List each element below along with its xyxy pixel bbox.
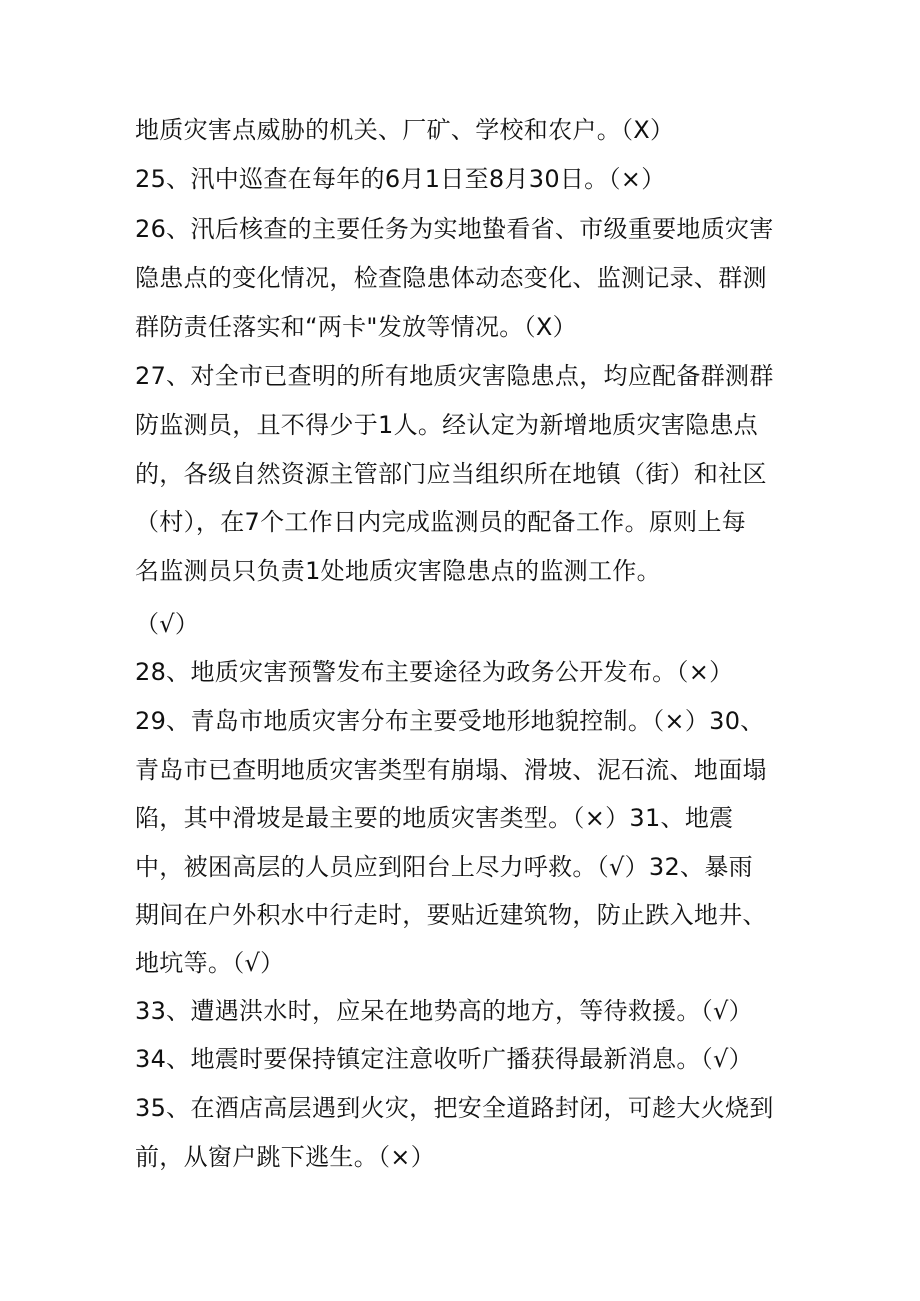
text-line: 地质灾害点威胁的机关、厂矿、学校和农户。（X） — [135, 116, 675, 144]
text-line: 的，各级自然资源主管部门应当组织所在地镇（街）和社区 — [135, 460, 767, 488]
text-line: 26、汛后核查的主要任务为实地蛰看省、市级重要地质灾害 — [135, 215, 774, 243]
text-line: 29、青岛市地质灾害分布主要受地形地貌控制。（×）30、 — [135, 707, 765, 735]
text-line: （√） — [135, 610, 200, 638]
text-line: 地坑等。（√） — [135, 949, 285, 977]
text-line: 27、对全市已查明的所有地质灾害隐患点，均应配备群测群 — [135, 362, 774, 390]
text-line: （村），在7个工作日内完成监测员的配备工作。原则上每 — [135, 508, 747, 536]
text-line: 隐患点的变化情况，检查隐患体动态变化、监测记录、群测 — [135, 264, 767, 292]
text-line: 33、遭遇洪水时，应呆在地势高的地方，等待救援。（√） — [135, 997, 753, 1025]
text-line: 期间在户外积水中行走时，要贴近建筑物，防止跌入地井、 — [135, 901, 767, 929]
text-line: 34、地震时要保持镇定注意收听广播获得最新消息。（√） — [135, 1045, 753, 1073]
text-line: 名监测员只负责1处地质灾害隐患点的监测工作。 — [135, 557, 661, 585]
text-line: 青岛市已查明地质灾害类型有崩塌、滑坡、泥石流、地面塌 — [135, 756, 767, 784]
text-line: 28、地质灾害预警发布主要途径为政务公开发布。（×） — [135, 658, 734, 686]
text-line: 群防责任落实和“两卡"发放等情况。（X） — [135, 313, 577, 341]
text-line: 陷，其中滑坡是最主要的地质灾害类型。（×）31、地震 — [135, 804, 734, 832]
text-line: 25、汛中巡查在每年的6月1日至8月30日。（×） — [135, 165, 666, 193]
text-line: 防监测员，且不得少于1人。经认定为新增地质灾害隐患点 — [135, 411, 759, 439]
text-line: 中，被困高层的人员应到阳台上尽力呼救。（√）32、暴雨 — [135, 853, 753, 881]
text-line: 前，从窗户跳下逃生。（×） — [135, 1143, 436, 1171]
text-line: 35、在酒店高层遇到火灾，把安全道路封闭，可趁大火烧到 — [135, 1094, 774, 1122]
